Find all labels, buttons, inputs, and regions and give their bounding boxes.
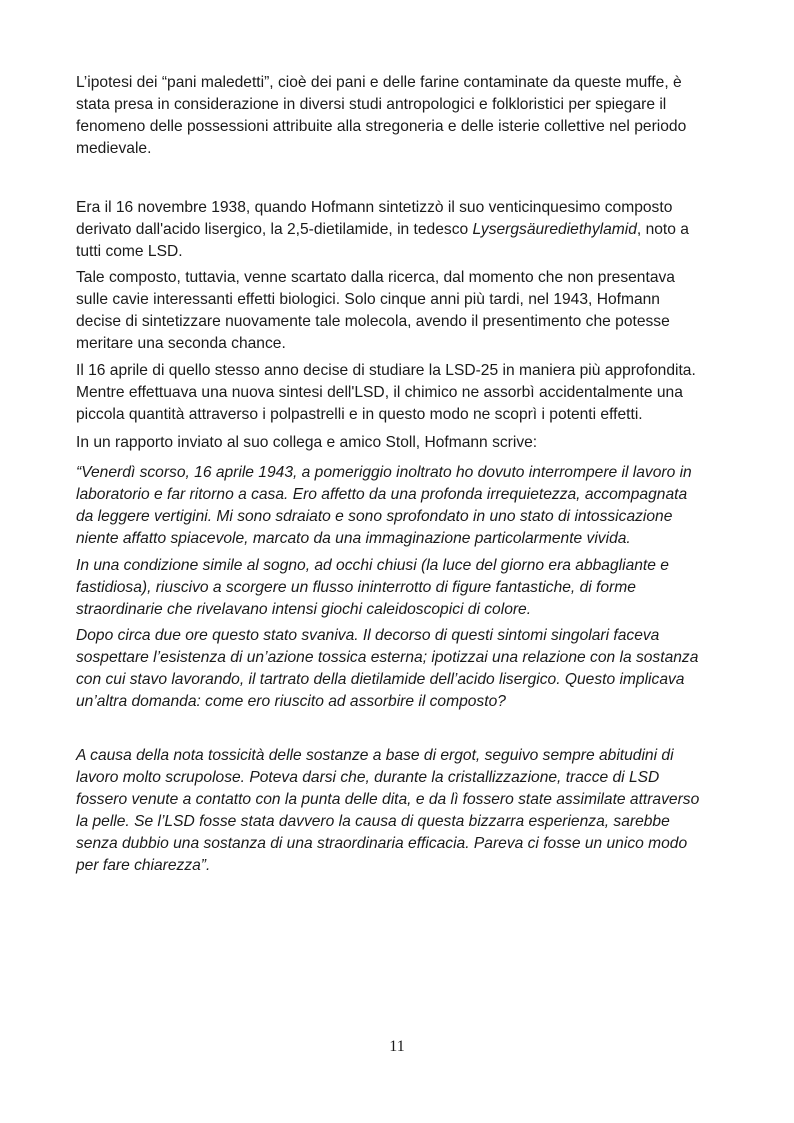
text-line: lavoro molto scrupolose. Poteva darsi che, durante la cristallizzazione, tracce di LSD <box>76 769 660 786</box>
text-segment: derivato dall'acido lisergico, la 2,5-dietilamide, in tedesco <box>76 221 473 238</box>
paragraph-compound-discarded <box>76 267 726 355</box>
paragraph-pani-maledetti <box>76 72 726 160</box>
paragraph-report-intro <box>76 432 726 454</box>
quote-paragraph-2 <box>76 555 726 621</box>
text-line: Era il 16 novembre 1938, quando Hofmann sintetizzò il suo venticinquesimo composto <box>76 199 673 216</box>
text-line: Dopo circa due ore questo stato svaniva. Il decorso di questi sintomi singolari faceva <box>76 627 660 644</box>
text-line: da leggere vertigini. Mi sono sdraiato e sono sprofondato in uno stato di intossicazione <box>76 508 673 525</box>
text-line: L’ipotesi dei “pani maledetti”, cioè dei pani e delle farine contaminate da queste muffe, è <box>76 74 682 91</box>
text-line: fastidiosa), riuscivo a scorgere un flusso ininterrotto di figure fantastiche, di forme <box>76 579 636 596</box>
text-line: senza dubbio una sostanza di una straordinaria efficacia. Pareva ci fosse un unico modo <box>76 835 688 852</box>
quote-paragraph-3 <box>76 625 726 713</box>
text-line: la pelle. Se l’LSD fosse stata davvero la causa di questa bizzarra esperienza, sarebbe <box>76 813 670 830</box>
text-line: Mentre effettuava una nuova sintesi dell'LSD, il chimico ne assorbì accidentalmente una <box>76 384 683 401</box>
text-line <box>76 219 726 241</box>
text-line: A causa della nota tossicità delle sostanze a base di ergot, seguivo sempre abitudini di <box>76 747 674 764</box>
quote-paragraph-4 <box>76 745 726 877</box>
text-line: piccola quantità attraverso i polpastrelli e in questo modo ne scoprì i potenti effetti. <box>76 406 643 423</box>
text-line: con cui stavo lavorando, il tartrato della dietilamide dell’acido lisergico. Questo implicava <box>76 671 685 688</box>
text-line: niente affatto spiacevole, marcato da una immaginazione particolarmente vivida. <box>76 530 631 547</box>
text-segment: , noto a <box>636 221 689 238</box>
text-line: fenomeno delle possessioni attribuite alla stregoneria e delle isterie collettive nel periodo <box>76 118 687 135</box>
text-line: In un rapporto inviato al suo collega e amico Stoll, Hofmann scrive: <box>76 434 538 451</box>
text-line: fossero venute a contatto con la punta delle dita, e da lì fossero state assimilate attraverso <box>76 791 700 808</box>
text-line: sulle cavie interessanti effetti biologici. Solo cinque anni più tardi, nel 1943, Hofmann <box>76 291 660 308</box>
text-line: laboratorio e far ritorno a casa. Ero affetto da una profonda irrequietezza, accompagnata <box>76 486 688 503</box>
paragraph-lsd-synthesis <box>76 197 726 263</box>
text-line: meritare una seconda chance. <box>76 335 286 352</box>
text-line: un’altra domanda: come ero riuscito ad assorbire il composto? <box>76 693 506 710</box>
text-line: medievale. <box>76 140 152 157</box>
page-number: 11 <box>389 1038 405 1055</box>
text-line: Il 16 aprile di quello stesso anno decise di studiare la LSD-25 in maniera più approfondita. <box>76 362 696 379</box>
text-line: tutti come LSD. <box>76 243 183 260</box>
text-line: In una condizione simile al sogno, ad occhi chiusi (la luce del giorno era abbagliante e <box>76 557 669 574</box>
quote-paragraph-1 <box>76 462 726 550</box>
text-line: per fare chiarezza”. <box>76 857 211 874</box>
paragraph-april-discovery <box>76 360 726 426</box>
text-line: “Venerdì scorso, 16 aprile 1943, a pomeriggio inoltrato ho dovuto interrompere il lavoro in <box>76 464 692 481</box>
text-line: Tale composto, tuttavia, venne scartato dalla ricerca, dal momento che non presentava <box>76 269 675 286</box>
text-line: decise di sintetizzare nuovamente tale molecola, avendo il presentimento che potesse <box>76 313 670 330</box>
text-line: stata presa in considerazione in diversi studi antropologici e folkloristici per spiegare il <box>76 96 667 113</box>
text-line: sospettare l’esistenza di un’azione tossica esterna; ipotizzai una relazione con la sostanza <box>76 649 699 666</box>
german-term: Lysergsäurediethylamid <box>472 221 637 238</box>
text-line: straordinarie che rivelavano intensi giochi caleidoscopici di colore. <box>76 601 532 618</box>
